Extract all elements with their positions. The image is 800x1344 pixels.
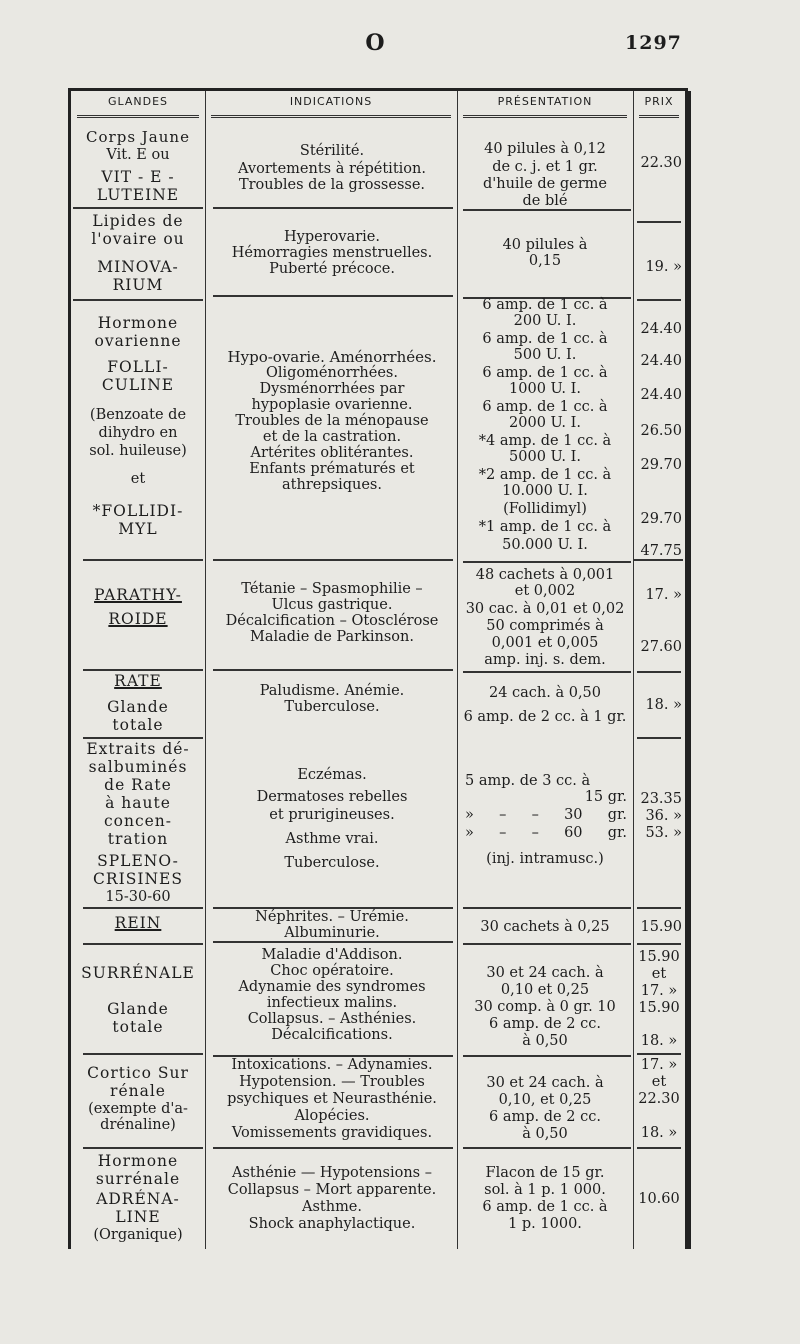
indication-line: Shock anaphylactique. <box>248 1216 416 1232</box>
presentation-line: (inj. intramusc.) <box>486 851 604 867</box>
price: 17. » <box>645 587 682 603</box>
indication-line: Choc opératoire. <box>270 963 394 979</box>
indication-line: Hypotension. — Troubles <box>239 1074 425 1090</box>
presentation-line: 6 amp. de 1 cc. à <box>482 297 608 313</box>
price: 10.60 <box>638 1191 680 1207</box>
gland-name: l'ovaire ou <box>91 230 185 248</box>
indication-line: Enfants prématurés et <box>249 461 415 477</box>
indication-line: Asthénie — Hypotensions – <box>232 1165 432 1181</box>
presentation-line: 200 U. I. <box>513 313 577 329</box>
gland-name: LINE <box>115 1208 161 1226</box>
page-number: 1297 <box>625 32 682 54</box>
indication-line: Maladie de Parkinson. <box>250 629 414 645</box>
gland-name: Lipides de <box>92 212 184 230</box>
indication-line: Hémorragies menstruelles. <box>231 245 433 261</box>
gland-name: CULINE <box>101 376 175 394</box>
presentation-line: 40 pilules à 0,12 <box>484 141 606 157</box>
gland-name: totale <box>112 716 164 734</box>
indication-line: Dysménorrhées par <box>259 381 405 397</box>
indication-line: Alopécies. <box>294 1108 370 1124</box>
gland-name: et <box>130 471 146 487</box>
presentation-line: 30 et 24 cach. à <box>486 965 604 981</box>
presentation-line: Flacon de 15 gr. <box>485 1165 605 1181</box>
presentation-line: 30 comp. à 0 gr. 10 <box>474 999 616 1015</box>
indication-line: Oligoménorrhées. <box>266 365 398 381</box>
indication-line: Vomissements gravidiques. <box>231 1125 433 1141</box>
gland-name: ADRÉNA- <box>96 1190 180 1208</box>
presentation-line: 6 amp. de 2 cc. <box>489 1109 601 1125</box>
gland-name: (Benzoate de <box>89 407 187 423</box>
indication-line: Hyperovarie. <box>284 229 380 245</box>
indication-line: Troubles de la grossesse. <box>238 177 426 193</box>
presentation-line: 6 amp. de 2 cc. à 1 gr. <box>463 709 627 725</box>
presentation-line: et 0,002 <box>514 583 576 599</box>
gland-name: dihydro en <box>98 425 178 441</box>
indication-line: Puberté précoce. <box>269 261 395 277</box>
presentation-line: 5000 U. I. <box>509 449 581 465</box>
presentation-line: d'huile de germe <box>482 176 607 192</box>
column-header-presentation: PRÉSENTATION <box>457 91 633 123</box>
presentation-line: 6 amp. de 1 cc. à <box>482 399 608 415</box>
indication-line: Tuberculose. <box>284 855 380 871</box>
gland-name: Glande <box>107 698 169 716</box>
presentation-line: 6 amp. de 1 cc. à <box>482 365 608 381</box>
presentation-line: sol. à 1 p. 1 000. <box>484 1182 606 1198</box>
indication-line: Eczémas. <box>297 767 367 783</box>
price: 17. » <box>640 983 678 999</box>
price: 22.30 <box>638 1091 680 1107</box>
presentation-line: » – – 30 gr. <box>465 807 627 823</box>
presentation-line: 15 gr. <box>584 789 627 805</box>
gland-name: Hormone <box>97 1152 179 1170</box>
indication-line: Collapsus. – Asthénies. <box>247 1011 417 1027</box>
indication-line: Maladie d'Addison. <box>261 947 403 963</box>
presentation-line: de blé <box>522 193 568 209</box>
gland-name: RIUM <box>112 276 164 294</box>
presentation-line: 10.000 U. I. <box>502 483 588 499</box>
gland-name: VIT - E - <box>101 168 175 186</box>
presentation-line: 30 cachets à 0,25 <box>480 919 610 935</box>
price: 24.40 <box>640 387 682 403</box>
presentation-line: » – – 60 gr. <box>465 825 627 841</box>
presentation-line: 30 et 24 cach. à <box>486 1075 604 1091</box>
gland-name: Extraits dé- <box>86 740 190 758</box>
indication-line: Tétanie – Spasmophilie – <box>241 581 423 597</box>
presentation-line: 50.000 U. I. <box>502 537 588 553</box>
presentation-line: 0,10, et 0,25 <box>498 1092 592 1108</box>
price: et <box>651 1074 667 1090</box>
indication-line: hypoplasie ovarienne. <box>251 397 413 413</box>
price: 24.40 <box>640 353 682 369</box>
gland-name: concen- <box>103 812 173 830</box>
presentation-line: *1 amp. de 1 cc. à <box>478 519 612 535</box>
gland-name: rénale <box>110 1082 166 1100</box>
gland-name: SPLENO- <box>97 852 179 870</box>
presentation-line: 24 cach. à 0,50 <box>488 685 602 701</box>
indication-line: et prurigineuses. <box>269 807 395 823</box>
presentation-line: 500 U. I. <box>513 347 577 363</box>
presentation-line: à 0,50 <box>522 1033 568 1049</box>
gland-name: ROIDE <box>108 610 168 628</box>
indication-line: Asthme. <box>301 1199 363 1215</box>
price: 23.35 <box>640 791 682 807</box>
gland-name: RATE <box>114 672 162 690</box>
gland-name: de Rate <box>104 776 172 794</box>
gland-name: FOLLI- <box>107 358 169 376</box>
price: 19. » <box>645 259 682 275</box>
gland-name: surrénale <box>95 1170 181 1188</box>
gland-name: ovarienne <box>94 332 182 350</box>
presentation-line: (Follidimyl) <box>503 501 587 517</box>
price: 18. » <box>640 1125 678 1141</box>
gland-name: PARATHY- <box>94 586 182 604</box>
indication-line: Décalcifications. <box>271 1027 393 1043</box>
gland-name: totale <box>112 1018 164 1036</box>
price: 22.30 <box>640 155 682 171</box>
gland-name: tration <box>107 830 169 848</box>
indication-line: psychiques et Neurasthénie. <box>227 1091 437 1107</box>
gland-name: sol. huileuse) <box>89 443 187 459</box>
price: 15.90 <box>640 919 682 935</box>
gland-name: MYL <box>118 520 158 538</box>
gland-name: 15-30-60 <box>105 889 171 905</box>
presentation-line: 5 amp. de 3 cc. à <box>465 773 591 789</box>
presentation-line: *2 amp. de 1 cc. à <box>478 467 612 483</box>
gland-name: à haute <box>105 794 171 812</box>
indication-line: Paludisme. Anémie. <box>259 683 405 699</box>
indication-line: Troubles de la ménopause <box>235 413 429 429</box>
price: 15.90 <box>638 1000 680 1016</box>
presentation-line: 0,10 et 0,25 <box>500 982 590 998</box>
price: 53. » <box>645 825 682 841</box>
presentation-line: à 0,50 <box>522 1126 568 1142</box>
presentation-line: 1 p. 1000. <box>508 1216 582 1232</box>
price: 29.70 <box>640 457 682 473</box>
gland-name: drénaline) <box>100 1117 176 1133</box>
price: et <box>651 966 667 982</box>
price: 18. » <box>645 697 682 713</box>
gland-name: Hormone <box>97 314 179 332</box>
gland-name: MINOVA- <box>97 258 179 276</box>
presentation-line: 48 cachets à 0,001 <box>475 567 615 583</box>
indication-line: et de la castration. <box>262 429 402 445</box>
indication-line: Asthme vrai. <box>285 831 379 847</box>
column-header-glandes: GLANDES <box>71 91 205 123</box>
gland-name: SURRÉNALE <box>81 964 195 982</box>
page-letter: O <box>365 30 385 56</box>
price: 27.60 <box>640 639 682 655</box>
gland-name: *FOLLIDI- <box>92 502 184 520</box>
presentation-line: amp. inj. s. dem. <box>484 652 606 668</box>
gland-name: salbuminés <box>88 758 188 776</box>
column-header-indications: INDICATIONS <box>205 91 457 123</box>
presentation-line: *4 amp. de 1 cc. à <box>478 433 612 449</box>
price: 29.70 <box>640 511 682 527</box>
indication-line: Néphrites. – Urémie. <box>255 909 409 925</box>
gland-name: Cortico Sur <box>87 1064 189 1082</box>
presentation-line: 6 amp. de 2 cc. <box>489 1016 601 1032</box>
gland-name: Vit. E ou <box>106 147 170 163</box>
price: 18. » <box>640 1033 678 1049</box>
gland-name: CRISINES <box>93 870 183 888</box>
presentation-line: 0,001 et 0,005 <box>491 635 599 651</box>
pharmacopoeia-table <box>68 88 688 1249</box>
presentation-line: 30 cac. à 0,01 et 0,02 <box>465 601 625 617</box>
indication-line: Ulcus gastrique. <box>271 597 393 613</box>
indication-line: Adynamie des syndromes <box>238 979 426 995</box>
indication-line: Intoxications. – Adynamies. <box>231 1057 433 1073</box>
presentation-line: 6 amp. de 1 cc. à <box>482 1199 608 1215</box>
indication-line: Albuminurie. <box>284 925 380 941</box>
gland-name: (Organique) <box>93 1227 183 1243</box>
gland-name: (exempte d'a- <box>88 1101 188 1117</box>
gland-name: Glande <box>107 1000 169 1018</box>
indication-line: Décalcification – Otosclérose <box>225 613 439 629</box>
price: 36. » <box>645 808 682 824</box>
indication-line: Dermatoses rebelles <box>256 789 408 805</box>
column-header-prix: PRIX <box>633 91 685 123</box>
gland-name: LUTEINE <box>96 186 180 204</box>
presentation-line: 50 comprimés à <box>486 618 604 634</box>
indication-line: infectieux malins. <box>266 995 398 1011</box>
price: 15.90 <box>638 949 680 965</box>
price: 24.40 <box>640 321 682 337</box>
indication-line: Hypo-ovarie. Aménorrhées. <box>227 348 437 366</box>
indication-line: Tuberculose. <box>284 699 380 715</box>
gland-name: REIN <box>114 914 162 932</box>
presentation-line: 1000 U. I. <box>509 381 581 397</box>
indication-line: athrepsiques. <box>282 477 382 493</box>
indication-line: Collapsus – Mort apparente. <box>227 1182 437 1198</box>
price: 47.75 <box>640 543 682 559</box>
price: 17. » <box>640 1057 678 1073</box>
indication-line: Artérites oblitérantes. <box>250 445 414 461</box>
price: 26.50 <box>640 423 682 439</box>
indication-line: Avortements à répétition. <box>238 161 426 177</box>
indication-line: Stérilité. <box>299 143 365 159</box>
presentation-line: 2000 U. I. <box>509 415 581 431</box>
presentation-line: 6 amp. de 1 cc. à <box>482 331 608 347</box>
presentation-line: de c. j. et 1 gr. <box>492 159 598 175</box>
presentation-line: 0,15 <box>528 253 562 269</box>
presentation-line: 40 pilules à <box>502 237 588 253</box>
gland-name: Corps Jaune <box>86 128 190 146</box>
